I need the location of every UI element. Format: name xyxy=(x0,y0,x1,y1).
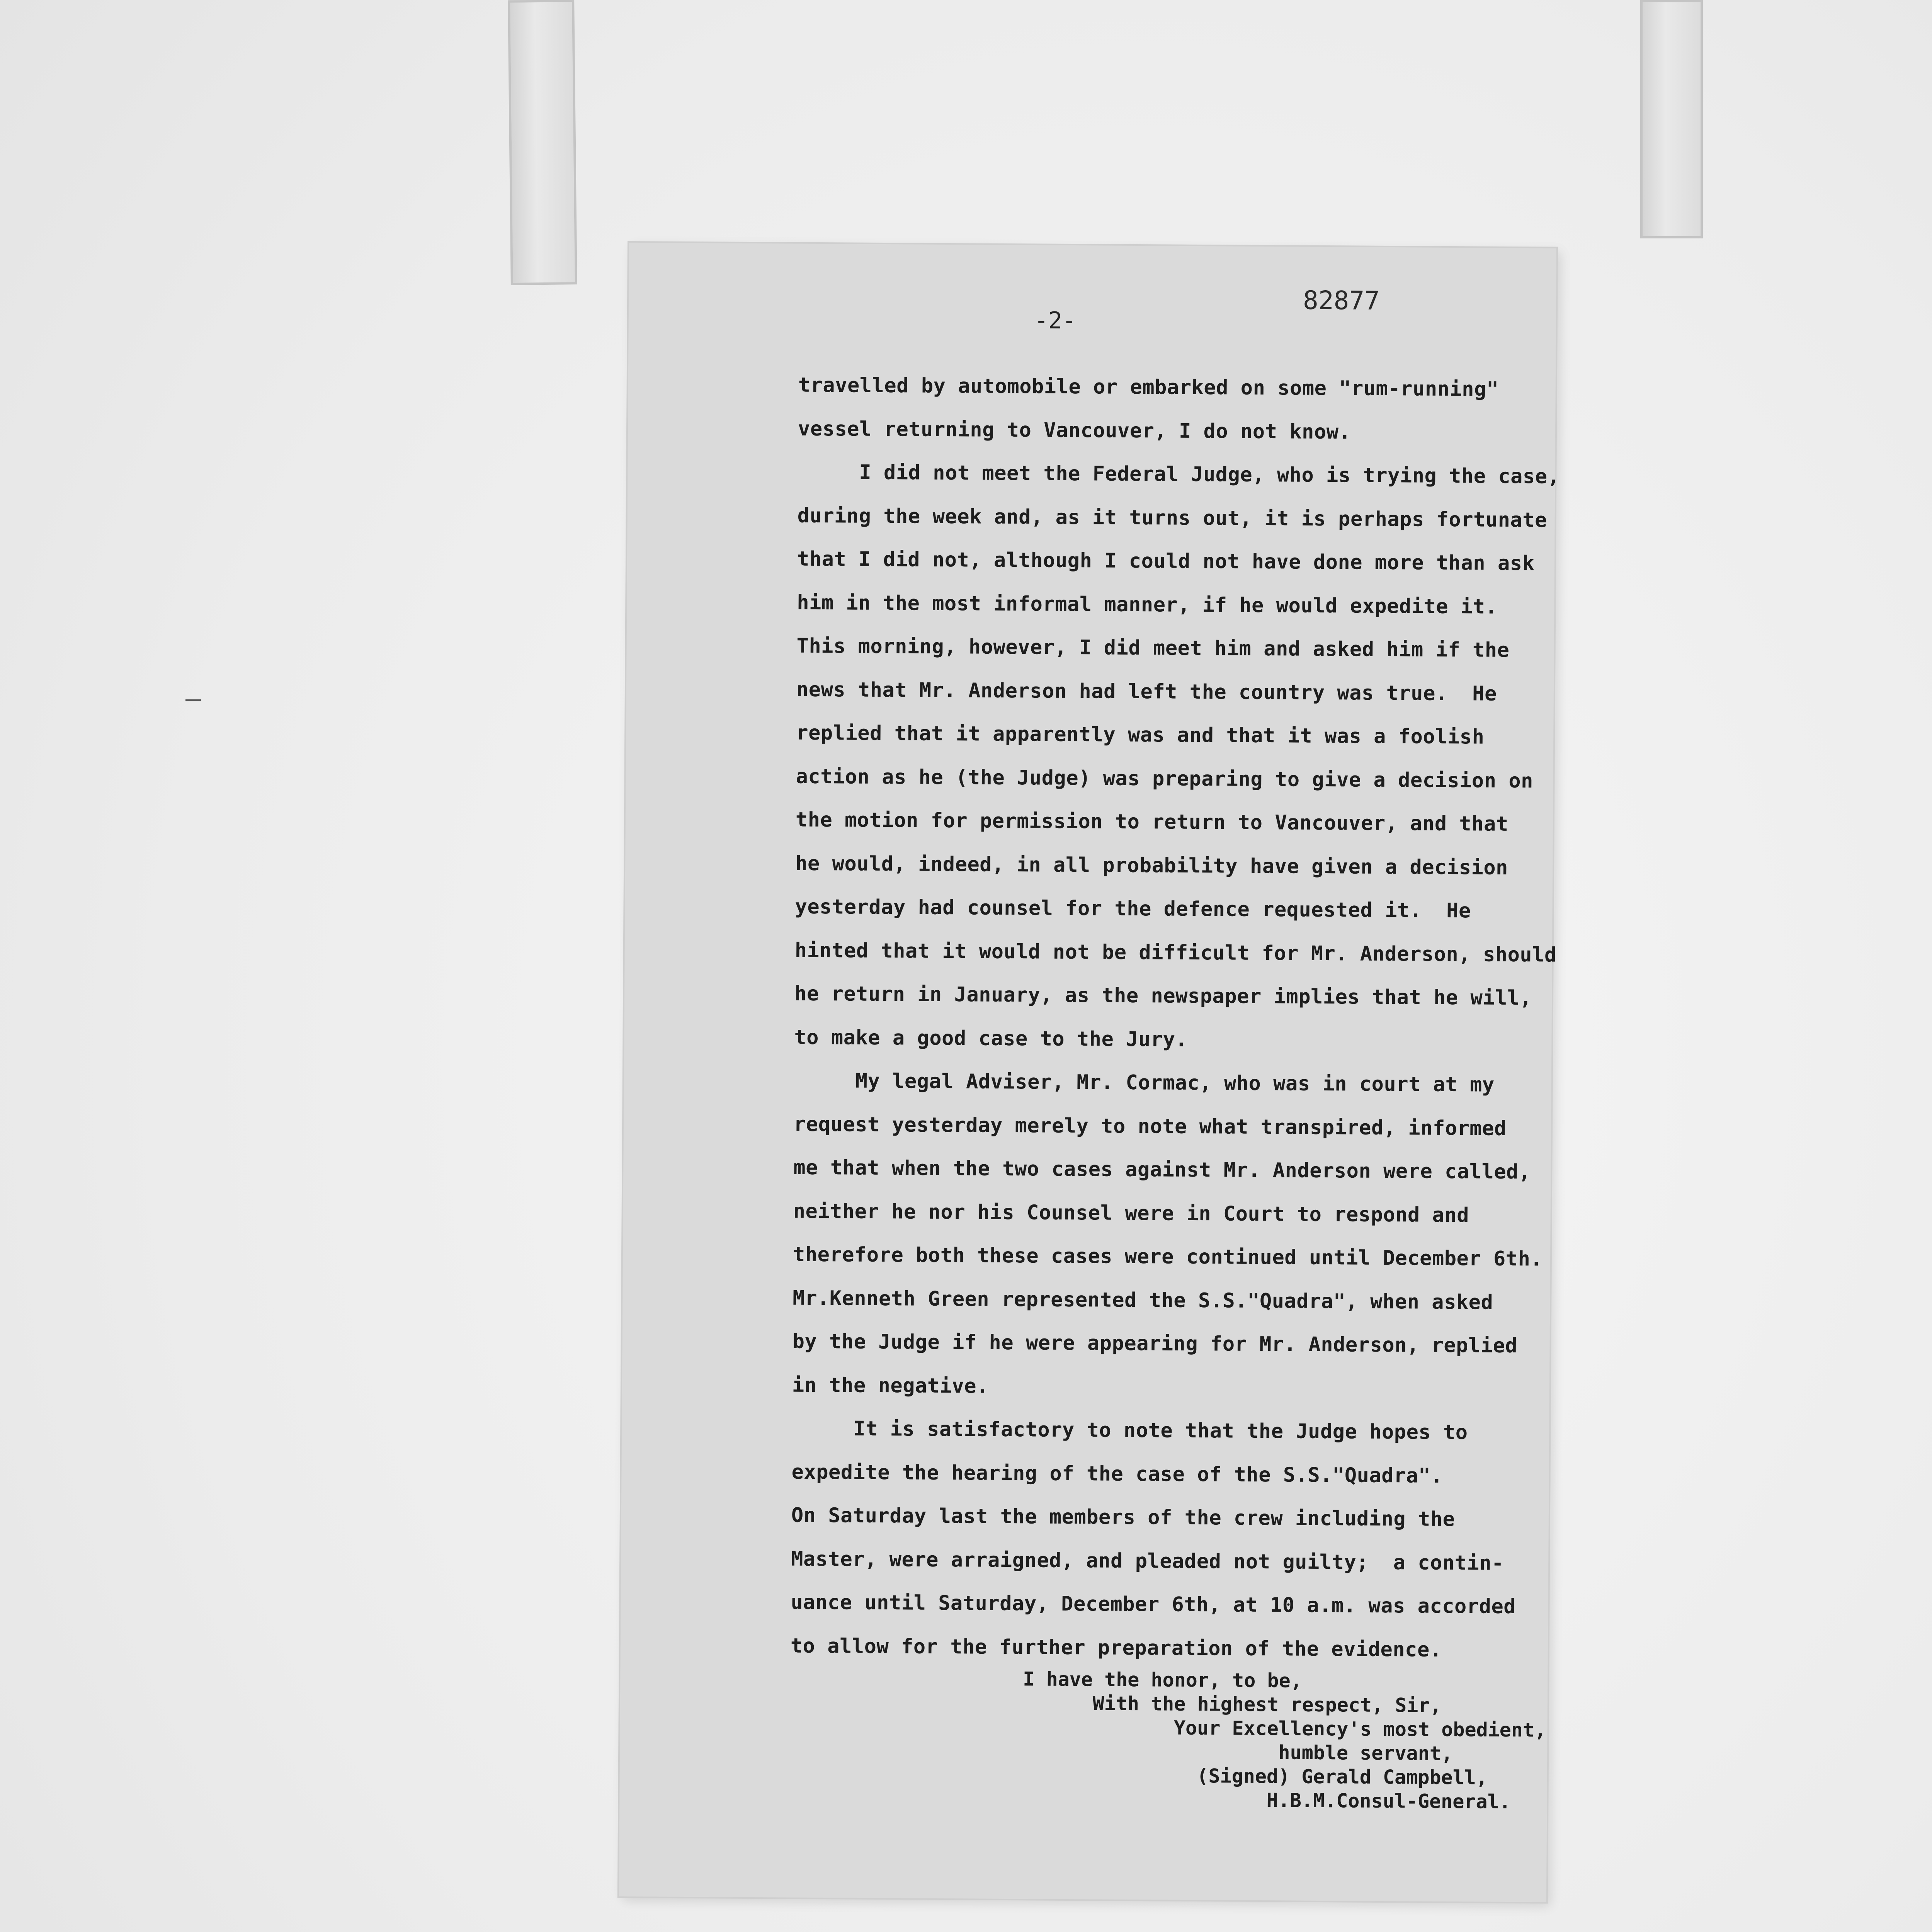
closing-line: (Signed) Gerald Campbell, xyxy=(789,1762,1488,1789)
body-line: he return in January, as the newspaper implies that he will, xyxy=(794,982,1532,1010)
body-line: by the Judge if he were appearing for Mr. Anderson, replied xyxy=(792,1330,1518,1358)
closing-line: With the highest respect, Sir, xyxy=(790,1690,1442,1717)
body-line: the motion for permission to return to Vancouver, and that xyxy=(795,808,1509,836)
body-line: travelled by automobile or embarked on some "rum-running" xyxy=(798,373,1499,401)
body-line: uance until Saturday, December 6th, at 10 a.m. was accorded xyxy=(791,1590,1516,1619)
closing-line: H.B.M.Consul-General. xyxy=(789,1786,1511,1813)
scan-mark xyxy=(185,699,201,701)
body-line: therefore both these cases were continued until December 6th. xyxy=(793,1243,1543,1271)
body-line: that I did not, although I could not have done more than ask xyxy=(797,547,1535,575)
body-line: him in the most informal manner, if he would expedite it. xyxy=(797,591,1498,619)
letter-page xyxy=(619,243,1560,1902)
body-line: hinted that it would not be difficult for Mr. Anderson, should xyxy=(794,939,1557,967)
body-line: On Saturday last the members of the crew including the xyxy=(791,1503,1455,1531)
body-line: vessel returning to Vancouver, I do not know. xyxy=(798,417,1351,444)
page-number: -2- xyxy=(1034,307,1077,335)
body-line: My legal Adviser, Mr. Cormac, who was in court at my xyxy=(794,1069,1495,1097)
closing-line: Your Excellency's most obedient, xyxy=(790,1714,1546,1742)
body-line: I did not meet the Federal Judge, who is trying the case, xyxy=(798,460,1560,488)
body-line: Mr.Kenneth Green represented the S.S."Quadra", when asked xyxy=(793,1286,1493,1314)
body-line: action as he (the Judge) was preparing to give a decision on xyxy=(796,765,1534,793)
body-line: yesterday had counsel for the defence requested it. He xyxy=(795,895,1471,923)
body-line: It is satisfactory to note that the Judge hopes to xyxy=(792,1417,1468,1444)
body-line: replied that it apparently was and that it was a foolish xyxy=(796,721,1485,749)
document-number: 82877 xyxy=(1303,285,1380,316)
body-line: Master, were arraigned, and pleaded not guilty; a contin- xyxy=(791,1547,1504,1575)
body-line: he would, indeed, in all probability have given a decision xyxy=(795,852,1509,879)
mounting-tape xyxy=(508,0,577,285)
body-line: during the week and, as it turns out, it is perhaps fortunate xyxy=(797,504,1548,532)
body-line: in the negative. xyxy=(792,1373,989,1398)
body-line: news that Mr. Anderson had left the country was true. He xyxy=(796,678,1497,706)
body-line: request yesterday merely to note what transpired, informed xyxy=(793,1112,1507,1140)
body-line: me that when the two cases against Mr. Anderson were called, xyxy=(793,1156,1531,1184)
letter-body xyxy=(790,364,1560,1672)
body-line: to make a good case to the Jury. xyxy=(794,1026,1188,1051)
body-line: neither he nor his Counsel were in Court to respond and xyxy=(793,1199,1469,1227)
closing-line: humble servant, xyxy=(790,1738,1453,1765)
body-line: expedite the hearing of the case of the S.S."Quadra". xyxy=(791,1460,1443,1488)
mounting-tape xyxy=(1640,0,1703,238)
body-line: to allow for the further preparation of the evidence. xyxy=(790,1634,1442,1662)
letter-closing xyxy=(789,1666,1546,1814)
body-line: This morning, however, I did meet him and asked him if the xyxy=(796,634,1510,662)
closing-line: I have the honor, to be, xyxy=(790,1666,1302,1692)
